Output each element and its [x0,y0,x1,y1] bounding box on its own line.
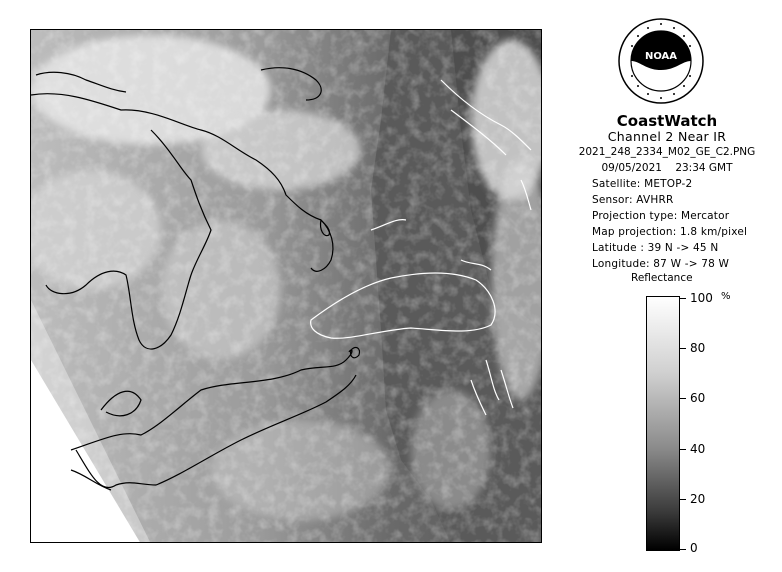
colorbar-tick [680,298,686,299]
colorbar-tick [680,348,686,349]
map-projection-label: Map projection: 1.8 km/pixel [592,226,748,238]
projection-type-label: Projection type: Mercator [592,210,730,222]
colorbar-tick-label: 40 [690,442,706,456]
colorbar-tick [680,398,686,399]
colorbar-tick [680,449,686,450]
colorbar-tick-label: 20 [690,492,706,506]
colorbar-title: Reflectance [631,272,693,284]
sensor-label: Sensor: AVHRR [592,194,674,206]
brand-title: CoastWatch [616,112,718,130]
channel-label: Channel 2 Near IR [607,129,727,144]
filename-label: 2021_248_2334_M02_GE_C2.PNG [578,146,756,158]
satellite-label: Satellite: METOP-2 [592,178,693,190]
colorbar-tick-label: 80 [690,341,706,355]
colorbar-unit: % [721,291,731,302]
colorbar [646,296,680,551]
noaa-logo-text: NOAA [644,51,678,62]
colorbar-tick [680,549,686,550]
colorbar-tick-label: 100 [690,291,713,305]
longitude-label: Longitude: 87 W -> 78 W [592,258,730,270]
latitude-label: Latitude : 39 N -> 45 N [592,242,719,254]
colorbar-tick-label: 0 [690,541,698,555]
map-canvas [31,30,542,543]
noaa-emblem [618,18,704,104]
satellite-map [30,29,542,543]
colorbar-tick-label: 60 [690,391,706,405]
datetime-label: 09/05/2021 23:34 GMT [601,162,733,174]
noaa-logo [618,18,704,104]
colorbar-tick [680,499,686,500]
